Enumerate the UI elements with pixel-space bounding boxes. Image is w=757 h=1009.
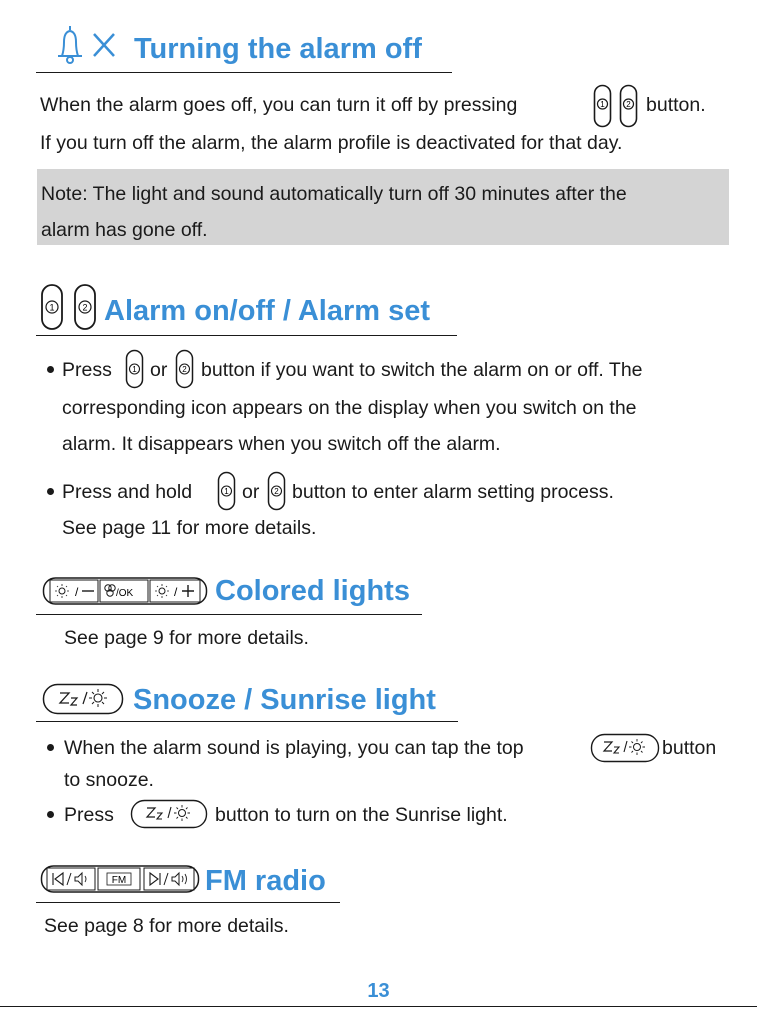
snooze-sunrise-button-icon [130,799,208,834]
alarm-set-b1-line3: alarm. It disappears when you switch off the alarm. [62,433,501,455]
turn-off-line2-text: If you turn off the alarm, the alarm profile is deactivated for that day. [40,132,623,154]
snooze-b1-text: When the alarm sound is playing, you can tap the top [64,737,524,759]
alarm-set-b2-or: or [242,481,260,503]
note-line1: Note: The light and sound automatically turn off 30 minutes after the [41,183,627,205]
heading-underline [36,614,422,615]
light-plus-sep: / [174,585,178,599]
alarm1-badge: 1 [600,100,605,109]
footer-rule [0,1006,757,1007]
alarm1-button-icon [593,84,612,133]
alarm2-button-icon [619,84,638,133]
fm-radio-buttons [40,864,200,894]
bell-off-icon [52,22,124,70]
section-heading-snooze: Snooze / Sunrise light [133,684,436,716]
section-heading-alarm-set: Alarm on/off / Alarm set [104,295,431,327]
bullet [47,366,54,373]
alarm2-button-icon [175,349,194,394]
page-number: 13 [367,980,390,1002]
turn-off-line1-text: When the alarm goes off, you can turn it off by pressing [40,94,518,116]
alarm1-badge: 1 [132,365,137,374]
bullet [47,811,54,818]
alarm2-badge: 2 [626,100,631,109]
heading-underline [36,721,458,722]
heading-underline [36,902,340,903]
snooze-b2-press: Press [64,804,114,826]
alarm-set-b1-or: or [150,359,168,381]
alarm2-badge: 2 [274,487,279,496]
snooze-b2-rest: button to turn on the Sunrise light. [215,804,508,826]
alarm2-button-icon [267,471,286,516]
alarm-set-b1-line2: corresponding icon appears on the display when you switch on the [62,397,637,419]
fm-label: FM [111,875,127,886]
section-heading-turn-off: Turning the alarm off [134,33,422,65]
alarm-set-b2-line2: See page 11 for more details. [62,517,317,539]
alarm2-badge: 2 [182,365,187,374]
note-line2: alarm has gone off. [41,219,208,241]
turn-off-line1-suffix: button. [646,94,706,116]
snooze-b1-line2: to snooze. [64,769,154,791]
alarm1-badge: 1 [224,487,229,496]
section-heading-fm-radio: FM radio [205,865,326,897]
alarm1-button-icon [40,283,64,336]
alarm-set-b2-press: Press and hold [62,481,193,503]
alarm-set-b2-rest: button to enter alarm setting process. [292,481,614,503]
bullet [47,488,54,495]
colored-lights-buttons [42,576,208,606]
fm-radio-text: See page 8 for more details. [44,915,289,937]
snooze-b1-suffix: button [662,737,717,759]
alarm1-badge: 1 [49,302,55,313]
alarm1-button-icon [217,471,236,516]
snooze-sunrise-button-icon [42,683,124,720]
colored-lights-text: See page 9 for more details. [64,627,309,649]
heading-underline [36,72,452,73]
heading-underline [36,335,457,336]
alarm-set-b1-rest: button if you want to switch the alarm on or off. The [201,359,643,381]
snooze-sunrise-button-icon [590,733,660,768]
section-heading-colored-lights: Colored lights [215,575,410,607]
alarm-set-b1-press: Press [62,359,112,381]
alarm2-badge: 2 [82,302,88,313]
color-ok-label: /OK [116,588,134,599]
bullet [47,744,54,751]
light-minus-sep: / [75,585,79,599]
alarm2-button-icon [73,283,97,336]
alarm1-button-icon [125,349,144,394]
